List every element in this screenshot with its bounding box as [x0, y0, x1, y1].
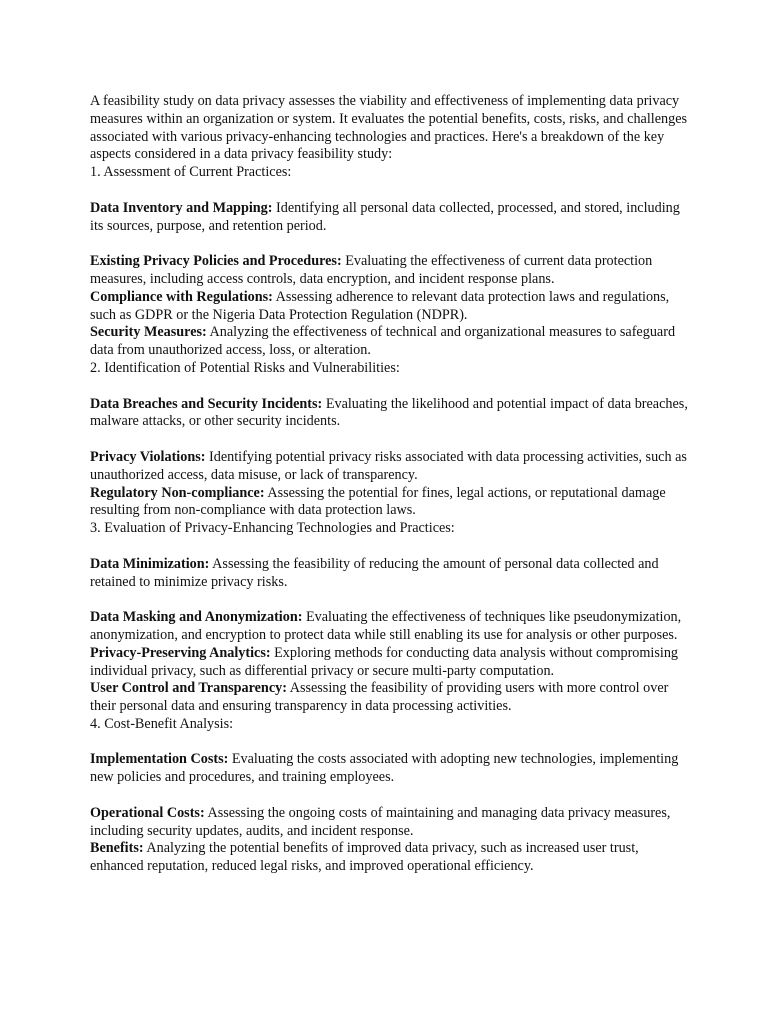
item-term: Security Measures: — [90, 324, 207, 341]
item-text: Assessing the potential for fines, legal actions, or reputational damage resulting from non-compliance with data protection laws. — [90, 484, 666, 519]
item-term: Data Masking and Anonymization: — [90, 609, 303, 626]
item-text: Identifying potential privacy risks associated with data processing activities, such as unauthorized access, data misuse, or lack of transparency. — [90, 448, 687, 483]
section-item — [90, 396, 690, 432]
item-text: Analyzing the potential benefits of improved data privacy, such as increased user trust, enhanced reputation, reduced legal risks, and improved operational efficiency. — [90, 840, 639, 875]
item-text: Identifying all personal data collected, processed, and stored, including its sources, purpose, and retention period. — [90, 199, 680, 234]
intro-paragraph: A feasibility study on data privacy assesses the viability and effectiveness of implementing data privacy measures within an organization or system. It evaluates the potential benefits, costs, risks, and challenges associated with various privacy-enhancing technologies and practices. Here's a breakdown of the key aspects considered in a data privacy feasibility study: — [90, 93, 688, 163]
section-item — [90, 609, 690, 645]
section-heading: 1. Assessment of Current Practices: — [90, 164, 292, 181]
item-term: Data Minimization: — [90, 555, 210, 572]
section-heading: 3. Evaluation of Privacy-Enhancing Technologies and Practices: — [90, 520, 455, 537]
item-term: Compliance with Regulations: — [90, 288, 273, 305]
item-text: Evaluating the effectiveness of current data protection measures, including access controls, data encryption, and incident response plans. — [90, 253, 653, 287]
section-item — [90, 680, 690, 716]
item-term: Operational Costs: — [90, 804, 205, 821]
item-text: Analyzing the effectiveness of technical and organizational measures to safeguard data from unauthorized access, loss, or alteration. — [90, 324, 676, 359]
section-item — [90, 556, 690, 592]
item-text: Assessing the ongoing costs of maintaining and managing data privacy measures, including security updates, audits, and incident response. — [90, 804, 671, 839]
section-item — [90, 324, 690, 360]
item-term: User Control and Transparency: — [90, 680, 287, 697]
section-item — [90, 645, 690, 681]
section-item — [90, 751, 690, 787]
item-text: Evaluating the costs associated with adopting new technologies, implementing new policies and procedures, and training employees. — [90, 751, 679, 786]
item-term: Existing Privacy Policies and Procedures: — [90, 253, 342, 270]
item-term: Regulatory Non-compliance: — [90, 484, 265, 501]
item-term: Privacy-Preserving Analytics: — [90, 644, 271, 661]
section-heading: 2. Identification of Potential Risks and Vulnerabilities: — [90, 359, 400, 376]
section-item — [90, 840, 690, 876]
item-term: Data Breaches and Security Incidents: — [90, 395, 323, 412]
item-text: Evaluating the likelihood and potential impact of data breaches, malware attacks, or other security incidents. — [90, 395, 688, 430]
section-item — [90, 289, 690, 325]
item-term: Data Inventory and Mapping: — [90, 199, 273, 216]
item-term: Implementation Costs: — [90, 751, 229, 768]
section-item — [90, 449, 690, 485]
section-item — [90, 253, 690, 289]
item-text: Assessing adherence to relevant data protection laws and regulations, such as GDPR or the Nigeria Data Protection Regulation (NDPR). — [90, 288, 670, 323]
document-body — [90, 93, 690, 876]
item-text: Assessing the feasibility of reducing the amount of personal data collected and retained to minimize privacy risks. — [90, 555, 659, 590]
section-heading: 4. Cost-Benefit Analysis: — [90, 715, 234, 732]
item-term: Benefits: — [90, 840, 144, 857]
section-item — [90, 200, 690, 236]
section-item — [90, 805, 690, 841]
item-term: Privacy Violations: — [90, 448, 206, 465]
item-text: Exploring methods for conducting data analysis without compromising individual privacy, such as differential privacy or secure multi-party computation. — [90, 644, 679, 679]
item-text: Evaluating the effectiveness of techniques like pseudonymization, anonymization, and encryption to protect data while still enabling its use for analysis or other purposes. — [90, 609, 682, 643]
section-item — [90, 485, 690, 521]
item-text: Assessing the feasibility of providing users with more control over their personal data and ensuring transparency in data processing activities. — [90, 680, 669, 715]
